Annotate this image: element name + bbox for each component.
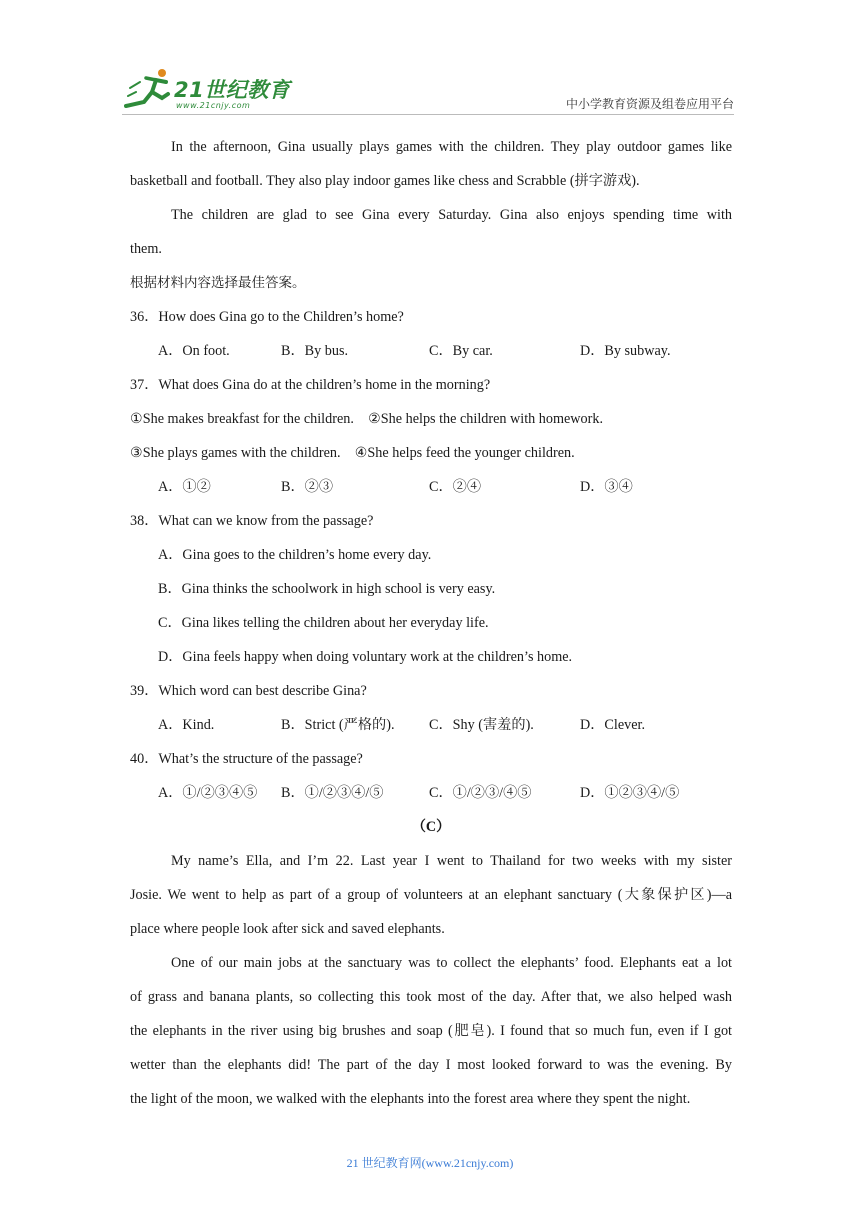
question-40-options bbox=[130, 776, 732, 810]
section-heading: （C） bbox=[411, 819, 451, 835]
question-36: 36．How does Gina go to the Children’s home? bbox=[130, 309, 404, 325]
question-36-options bbox=[130, 334, 732, 368]
header-platform-label: 中小学教育资源及组卷应用平台 bbox=[565, 97, 734, 111]
logo-url: www.21cnjy.com bbox=[176, 101, 251, 110]
option-a: A．On foot. bbox=[158, 343, 230, 359]
option-b: B．Strict (严格的). bbox=[281, 717, 395, 733]
site-logo bbox=[122, 68, 292, 112]
option-d: D．①②③④/⑤ bbox=[580, 785, 680, 801]
option-b: B．①/②③④/⑤ bbox=[281, 785, 384, 801]
option-c: C．①/②③/④⑤ bbox=[429, 785, 532, 801]
page-footer: 21 世纪教育网(www.21cnjy.com) bbox=[346, 1156, 514, 1170]
page-header bbox=[122, 64, 734, 116]
question-37-statements: ③She plays games with the children. ④She helps feed the younger children. bbox=[130, 445, 575, 461]
paragraph-line: The children are glad to see Gina every Saturday. Gina also enjoys spending time with bbox=[171, 207, 732, 223]
question-38: 38．What can we know from the passage? bbox=[130, 513, 374, 529]
option-b: B．Gina thinks the schoolwork in high school is very easy. bbox=[158, 581, 496, 597]
option-d: D．By subway. bbox=[580, 343, 671, 359]
option-a: A．①/②③④⑤ bbox=[158, 785, 258, 801]
option-a: A．①② bbox=[158, 479, 211, 495]
paragraph-line: Josie. We went to help as part of a group of volunteers at an elephant sanctuary (大象保护区)—a bbox=[130, 887, 732, 903]
option-d: D．Clever. bbox=[580, 717, 646, 733]
option-b: B．By bus. bbox=[281, 343, 349, 359]
option-a: A．Gina goes to the children’s home every day. bbox=[158, 547, 432, 563]
option-a: A．Kind. bbox=[158, 717, 215, 733]
question-37: 37．What does Gina do at the children’s home in the morning? bbox=[130, 377, 491, 393]
option-c: C．②④ bbox=[429, 479, 482, 495]
paragraph-line: In the afternoon, Gina usually plays games with the children. They play outdoor games like bbox=[171, 139, 732, 155]
logo-text: 21世纪教育 bbox=[174, 78, 291, 102]
paragraph-line: basketball and football. They also play indoor games like chess and Scrabble (拼字游戏). bbox=[130, 173, 640, 189]
paragraph-line: the light of the moon, we walked with the elephants into the forest area where they spent the night. bbox=[130, 1091, 691, 1107]
paragraph-line: them. bbox=[130, 241, 162, 257]
paragraph-line: One of our main jobs at the sanctuary was to collect the elephants’ food. Elephants eat a lot bbox=[171, 955, 732, 971]
runner-logo-icon bbox=[122, 68, 178, 112]
question-37-statements: ①She makes breakfast for the children. ②She helps the children with homework. bbox=[130, 411, 604, 427]
paragraph-line: My name’s Ella, and I’m 22. Last year I went to Thailand for two weeks with my sister bbox=[171, 853, 732, 869]
paragraph-line: the elephants in the river using big brushes and soap (肥皂). I found that so much fun, even if I got bbox=[130, 1023, 732, 1039]
question-37-options bbox=[130, 470, 732, 504]
option-d: D．③④ bbox=[580, 479, 633, 495]
paragraph-line: wetter than the elephants did! The part of the day I most looked forward to was the evening. By bbox=[130, 1057, 732, 1073]
instruction-text: 根据材料内容选择最佳答案。 bbox=[130, 275, 306, 291]
option-d: D．Gina feels happy when doing voluntary work at the children’s home. bbox=[158, 649, 573, 665]
question-39: 39．Which word can best describe Gina? bbox=[130, 683, 367, 699]
option-c: C．By car. bbox=[429, 343, 493, 359]
header-divider bbox=[122, 114, 734, 115]
option-c: C．Shy (害羞的). bbox=[429, 717, 534, 733]
option-b: B．②③ bbox=[281, 479, 334, 495]
document-body bbox=[130, 130, 732, 1116]
paragraph-line: place where people look after sick and saved elephants. bbox=[130, 921, 445, 937]
question-40: 40．What’s the structure of the passage? bbox=[130, 751, 363, 767]
question-39-options bbox=[130, 708, 732, 742]
paragraph-line: of grass and banana plants, so collecting this took most of the day. After that, we also helped wash bbox=[130, 989, 732, 1005]
option-c: C．Gina likes telling the children about her everyday life. bbox=[158, 615, 489, 631]
